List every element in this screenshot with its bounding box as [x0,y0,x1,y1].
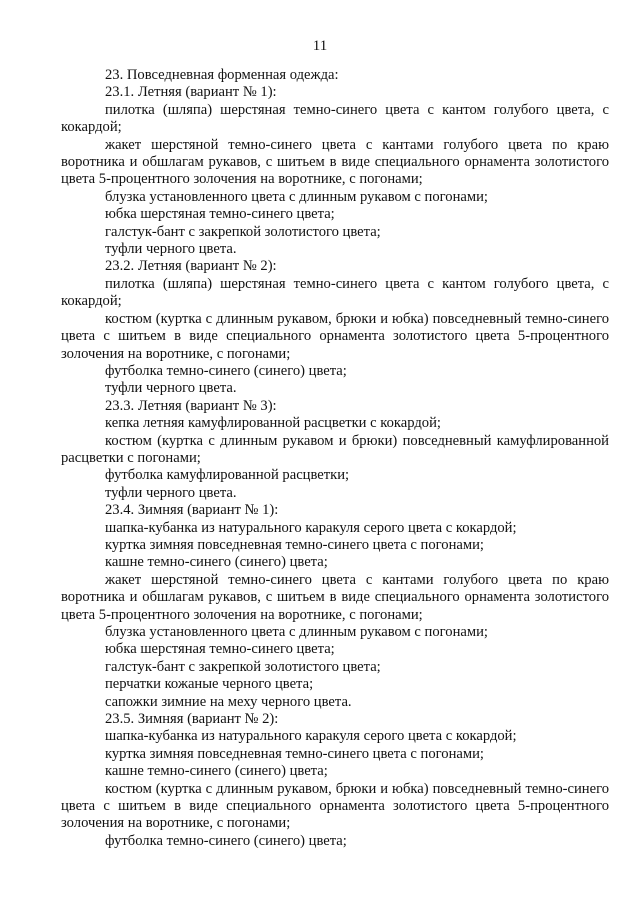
paragraph: шапка-кубанка из натурального каракуля серого цвета с кокардой; [105,728,517,745]
paragraph: пилотка (шляпа) шерстяная темно-синего цвета с кантом голубого цвета, с кокардой; [61,275,609,310]
paragraph: юбка шерстяная темно-синего цвета; [105,206,335,223]
paragraph: костюм (куртка с длинным рукавом и брюки) повседневный камуфлированной расцветки с погонами; [61,432,609,466]
paragraph: туфли черного цвета. [105,484,237,501]
paragraph: 23.4. Зимняя (вариант № 1): [105,502,279,519]
paragraph: жакет шерстяной темно-синего цвета с кантами голубого цвета по краю воротника и обшлагам рукавов, с шитьем в виде специального орнамента золотистого цвета 5-процентного золочения на воротнике, с погонами; [61,136,609,188]
paragraph: куртка зимняя повседневная темно-синего цвета с погонами; [105,745,484,762]
paragraph: футболка темно-синего (синего) цвета; [105,832,347,849]
paragraph: сапожки зимние на меху черного цвета. [105,693,352,710]
paragraph: 23.2. Летняя (вариант № 2): [105,258,277,275]
paragraph: галстук-бант с закрепкой золотистого цвета; [105,658,381,675]
paragraph: туфли черного цвета. [105,241,237,258]
paragraph: юбка шерстяная темно-синего цвета; [105,641,335,658]
paragraph: пилотка (шляпа) шерстяная темно-синего цвета с кантом голубого цвета, с кокардой; [61,101,609,136]
paragraph: кашне темно-синего (синего) цвета; [105,763,328,780]
paragraph: костюм (куртка с длинным рукавом, брюки и юбка) повседневный темно-синего цвета с шитьем в виде специального орнамента золотистого цвета 5-процентного золочения на воротнике, с погонами; [61,310,609,362]
paragraph: перчатки кожаные черного цвета; [105,676,314,693]
paragraph: туфли черного цвета. [105,380,237,397]
paragraph: галстук-бант с закрепкой золотистого цвета; [105,223,381,240]
paragraph: кепка летняя камуфлированной расцветки с кокардой; [105,415,441,432]
paragraph: 23.5. Зимняя (вариант № 2): [105,711,279,728]
paragraph: жакет шерстяной темно-синего цвета с кантами голубого цвета по краю воротника и обшлагам рукавов, с шитьем в виде специального орнамента золотистого цвета 5-процентного золочения на воротнике, с погонами; [61,571,609,623]
paragraph: кашне темно-синего (синего) цвета; [105,554,328,571]
paragraph: костюм (куртка с длинным рукавом, брюки и юбка) повседневный темно-синего цвета с шитьем в виде специального орнамента золотистого цвета 5-процентного золочения на воротнике, с погонами; [61,780,609,832]
paragraph: футболка темно-синего (синего) цвета; [105,362,347,379]
paragraph: 23.3. Летняя (вариант № 3): [105,397,277,414]
paragraph: блузка установленного цвета с длинным рукавом с погонами; [105,624,488,640]
paragraph: шапка-кубанка из натурального каракуля серого цвета с кокардой; [105,519,517,536]
page-number: 11 [312,38,328,54]
paragraph: блузка установленного цвета с длинным рукавом с погонами; [105,188,488,205]
document-body [61,67,609,850]
paragraph: футболка камуфлированной расцветки; [105,467,350,484]
paragraph: куртка зимняя повседневная темно-синего цвета с погонами; [105,536,484,553]
paragraph: 23.1. Летняя (вариант № 1): [105,84,277,101]
paragraph: 23. Повседневная форменная одежда: [105,67,339,83]
